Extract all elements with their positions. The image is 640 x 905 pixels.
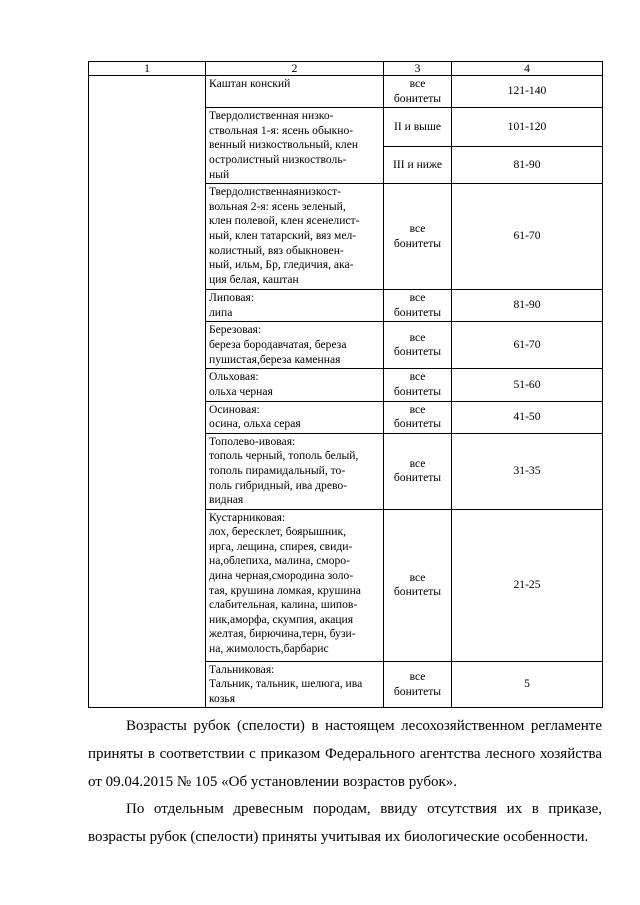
header-cell-3: 3 <box>384 62 452 76</box>
bonitet-cell: все бонитеты <box>384 322 452 369</box>
age-cell: 121-140 <box>452 76 603 108</box>
species-cell <box>206 322 384 369</box>
species-text: Твердолиственная низко- ствольная 1-я: ясень обыкно- венный низкоствольный, клен остролистный низкостволь- ный <box>209 109 359 181</box>
bonitet-cell: все бонитеты <box>384 661 452 708</box>
age-cell: 41-50 <box>452 401 603 433</box>
species-text: Каштан конский <box>209 77 291 90</box>
species-group-label: Липовая: <box>209 291 255 305</box>
table-header-row <box>89 62 603 76</box>
forest-district-cell <box>89 76 206 708</box>
species-group-label: Осиновая: <box>209 402 260 416</box>
bonitet-cell: II и выше <box>384 108 452 147</box>
bonitet-cell: все бонитеты <box>384 509 452 661</box>
age-cell: 61-70 <box>452 322 603 369</box>
age-cell: 51-60 <box>452 369 603 401</box>
age-cell: 81-90 <box>452 147 603 184</box>
species-text: Твердолиственнаянизкост- вольная 2-я: ясень зеленый, клен полевой, клен ясенелист- ный, клен татарский, вяз мел- колистный, вяз обыкновен- ный, ильм, Бр, гледичия, ака- ция белая, каштан <box>209 185 360 286</box>
species-text: Тальник, тальник, шелюга, ива козья <box>209 677 363 705</box>
species-group-label: Ольховая: <box>209 370 259 384</box>
species-group-label: Березовая: <box>209 323 262 337</box>
bonitet-cell: III и ниже <box>384 147 452 184</box>
species-cell <box>206 290 384 322</box>
species-text: лох, бересклет, боярышник, ирга, лещина, спирея, свиди- на,облепиха, малина, сморо- дина черная,смородина золо- тая, крушина ломкая, крушина слабительная, калина, шипов- ник,аморфа, скумпия, акация желтая, бирючина,терн, бузи- на, жимолость,барбарис <box>209 525 361 656</box>
species-cell <box>206 76 384 108</box>
header-cell-4: 4 <box>452 62 603 76</box>
bonitet-cell: все бонитеты <box>384 184 452 290</box>
species-text: тополь черный, тополь белый, тополь пирамидальный, то- поль гибридный, ива древо- видная <box>209 449 359 507</box>
age-cell: 5 <box>452 661 603 708</box>
species-text: осина, ольха серая <box>209 417 301 431</box>
species-cell <box>206 509 384 661</box>
bonitet-cell: все бонитеты <box>384 290 452 322</box>
species-group-label: Тополево-ивовая: <box>209 434 296 448</box>
age-cell: 61-70 <box>452 184 603 290</box>
body-paragraph-biological-features: По отдельным древесным породам, ввиду отсутствия их в приказе, возрасты рубок (спелости) приняты учитывая их биологические особенности. <box>88 801 602 845</box>
header-cell-1: 1 <box>89 62 206 76</box>
species-cell <box>206 433 384 509</box>
age-cell: 101-120 <box>452 108 603 147</box>
header-cell-2: 2 <box>206 62 384 76</box>
species-group-label: Тальниковая: <box>209 662 275 676</box>
table-row <box>89 76 603 108</box>
bonitet-cell: все бонитеты <box>384 433 452 509</box>
species-cell <box>206 108 384 184</box>
species-text: липа <box>209 305 233 319</box>
species-group-label: Кустарниковая: <box>209 510 286 524</box>
species-text: береза бородавчатая, береза пушистая,береза каменная <box>209 337 347 366</box>
species-cell <box>206 401 384 433</box>
species-cell <box>206 661 384 708</box>
age-cell: 21-25 <box>452 509 603 661</box>
bonitet-cell: все бонитеты <box>384 76 452 108</box>
age-cell: 81-90 <box>452 290 603 322</box>
body-paragraph-cutting-age-basis: Возрасты рубок (спелости) в настоящем лесохозяйственном регламенте приняты в соответствии с приказом Федерального агентства лесного хозяйства от 09.04.2015 № 105 «Об установлении возрастов рубок». <box>88 718 602 790</box>
cutting-age-table <box>88 61 603 708</box>
age-cell: 31-35 <box>452 433 603 509</box>
bonitet-cell: все бонитеты <box>384 369 452 401</box>
species-cell <box>206 184 384 290</box>
species-text: ольха черная <box>209 384 273 398</box>
bonitet-cell: все бонитеты <box>384 401 452 433</box>
species-cell <box>206 369 384 401</box>
